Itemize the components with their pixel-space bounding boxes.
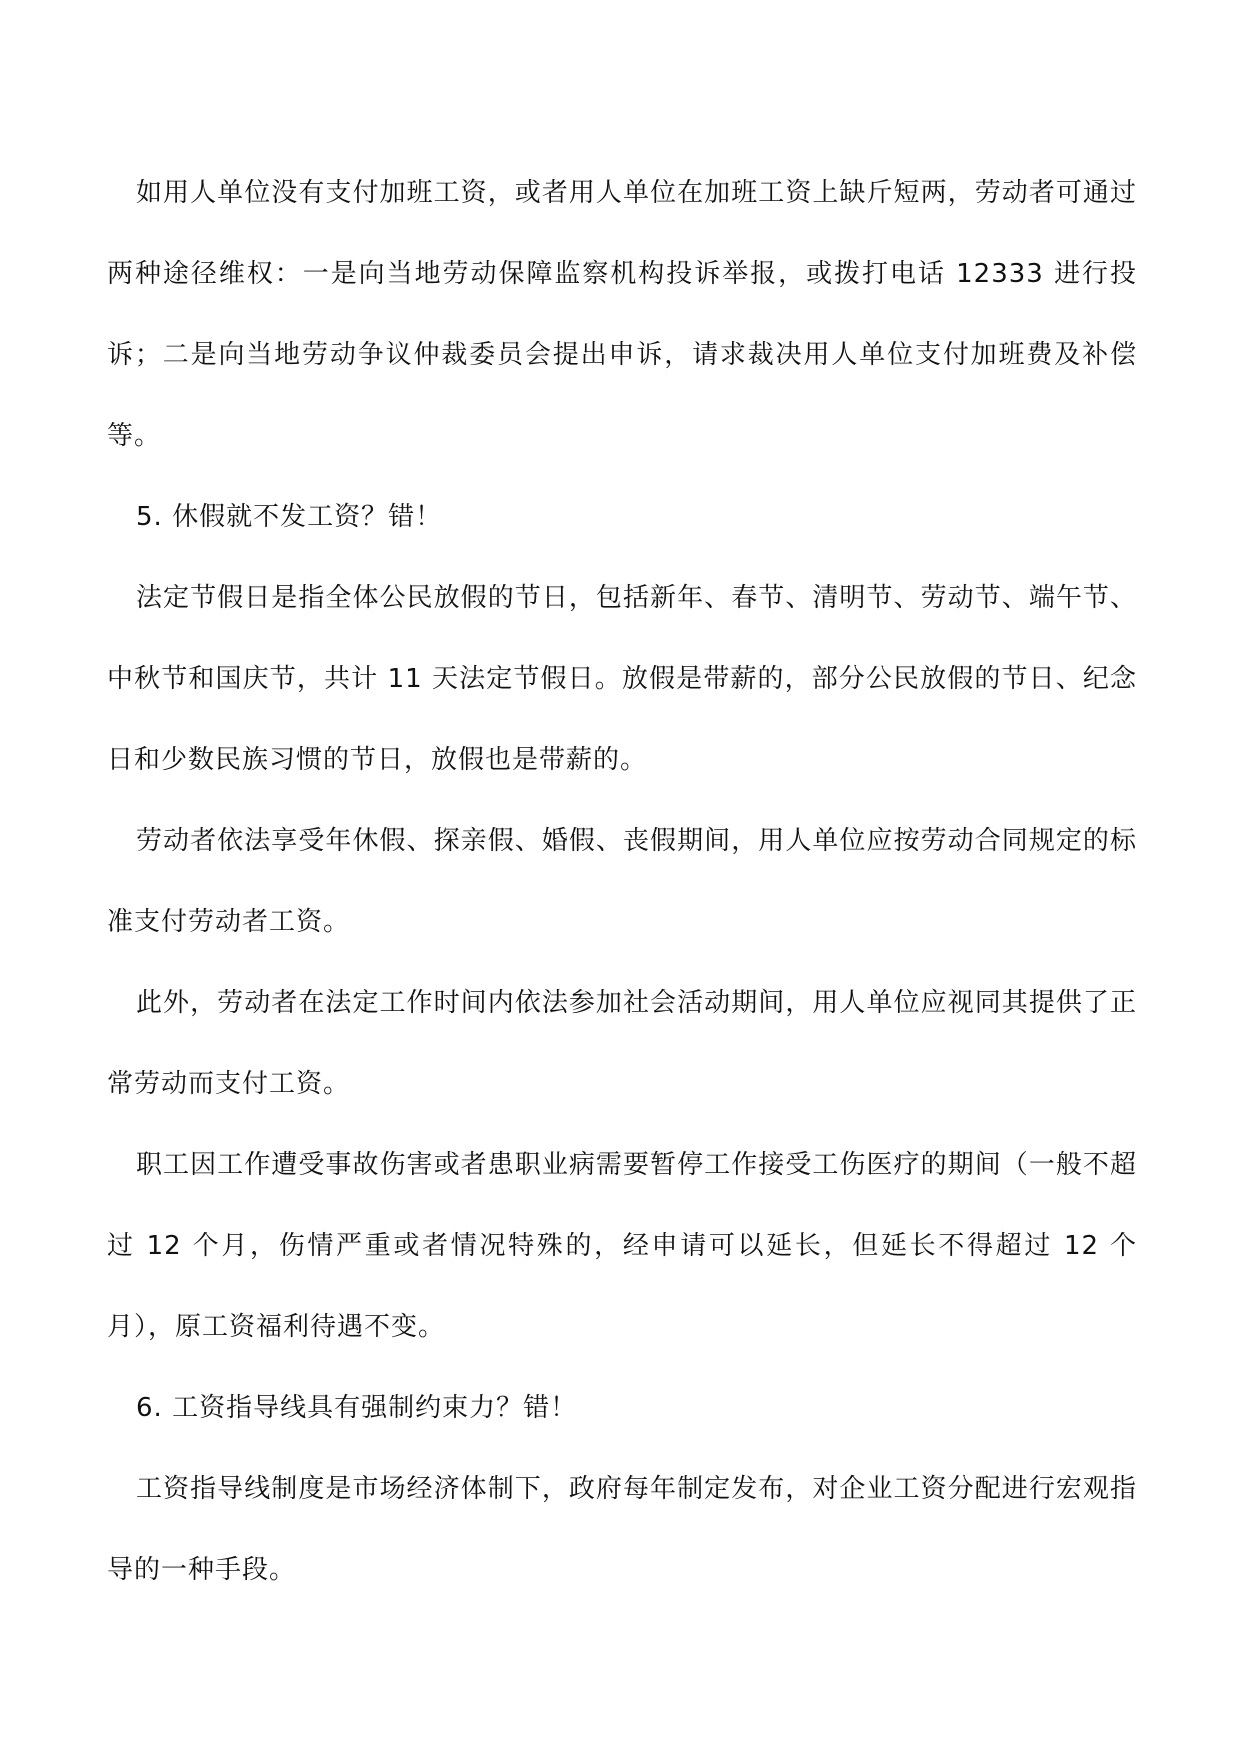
heading-section-5: 5. 休假就不发工资？错！ [136, 502, 443, 532]
heading-section-6: 6. 工资指导线具有强制约束力？错！ [136, 1393, 578, 1423]
paragraph-social-activities: 此外，劳动者在法定工作时间内依法参加社会活动期间，用人单位应视同其提供了正常劳动而支付工资。 [107, 988, 1137, 1099]
paragraph-wage-guideline: 工资指导线制度是市场经济体制下，政府每年制定发布，对企业工资分配进行宏观指导的一种手段。 [107, 1474, 1137, 1585]
paragraph-work-injury: 职工因工作遭受事故伤害或者患职业病需要暂停工作接受工伤医疗的期间（一般不超过 12 个月，伤情严重或者情况特殊的，经申请可以延长，但延长不得超过 12 个月），原工资福利待遇不变。 [107, 1150, 1137, 1342]
paragraph-overtime-remedy: 如用人单位没有支付加班工资，或者用人单位在加班工资上缺斤短两，劳动者可通过两种途径维权：一是向当地劳动保障监察机构投诉举报，或拨打电话 12333 进行投诉；二是向当地劳动争议仲裁委员会提出申诉，请求裁决用人单位支付加班费及补偿等。 [107, 178, 1137, 451]
paragraph-statutory-holidays: 法定节假日是指全体公民放假的节日，包括新年、春节、清明节、劳动节、端午节、中秋节和国庆节，共计 11 天法定节假日。放假是带薪的，部分公民放假的节日、纪念日和少数民族习惯的节日，放假也是带薪的。 [107, 583, 1137, 775]
paragraph-paid-leave: 劳动者依法享受年休假、探亲假、婚假、丧假期间，用人单位应按劳动合同规定的标准支付劳动者工资。 [107, 826, 1137, 937]
document-body [107, 153, 1137, 1611]
